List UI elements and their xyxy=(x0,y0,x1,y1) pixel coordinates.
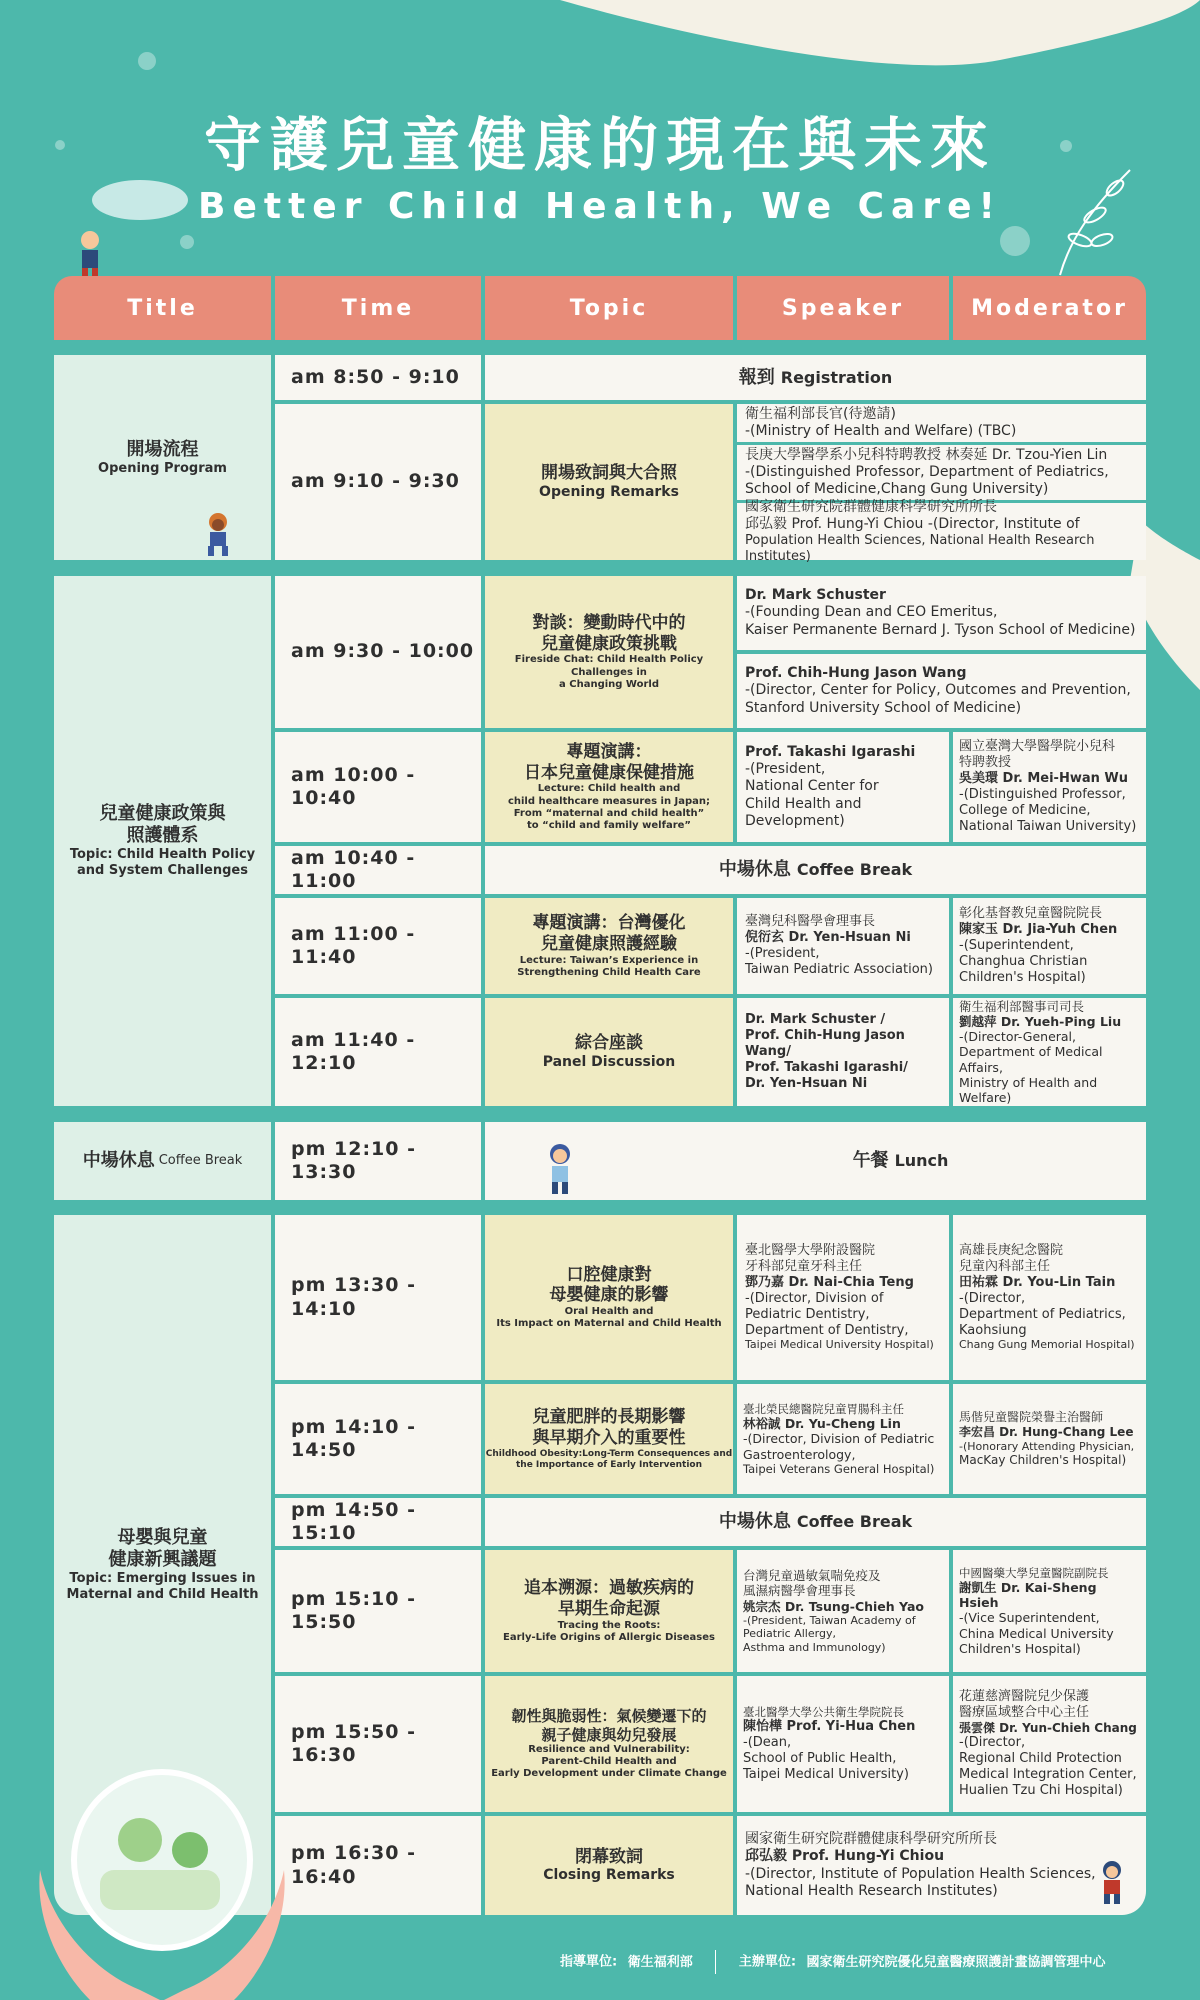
topic-cell xyxy=(485,404,733,560)
section-break xyxy=(54,1122,271,1200)
speaker-line: Pediatric Allergy, xyxy=(743,1627,836,1641)
section-title-en: Topic: Emerging Issues in Maternal and Child Health xyxy=(66,1571,259,1602)
speaker-line: Kaiser Permanente Bernard J. Tyson School of Medicine) xyxy=(745,621,1136,638)
speaker-line: Gastroenterology, xyxy=(743,1446,856,1462)
speaker-line: Dr. Yen-Hsuan Ni xyxy=(745,1075,868,1091)
moderator-line: Regional Child Protection xyxy=(959,1751,1122,1767)
speaker-cell xyxy=(737,654,1146,728)
moderator-line: Chang Gung Memorial Hospital) xyxy=(959,1338,1135,1352)
topic-zh: 午餐 xyxy=(852,1150,889,1172)
topic-en: Coffee Break xyxy=(796,860,913,880)
section-title-zh: 兒童健康政策與 照護體系 xyxy=(99,803,226,847)
page-subtitle: Better Child Health, We Care! xyxy=(198,186,1002,227)
moderator-line: 兒童內科部主任 xyxy=(959,1259,1051,1275)
moderator-line: 高雄長庚紀念醫院 xyxy=(959,1243,1064,1259)
speaker-line: School of Medicine,Chang Gung University) xyxy=(745,481,1049,498)
speaker-line: -(Director, Center for Policy, Outcomes and Prevention, xyxy=(745,682,1131,699)
topic-cell xyxy=(485,1384,733,1494)
column-header-time: Time xyxy=(275,276,481,340)
time-cell: am 9:30 - 10:00 xyxy=(275,576,481,728)
time-cell: am 10:00 - 10:40 xyxy=(275,732,481,842)
column-header-speaker: Speaker xyxy=(737,276,949,340)
time-cell: pm 15:50 - 16:30 xyxy=(275,1676,481,1812)
column-header-title: Title xyxy=(54,276,271,340)
section-title-zh: 中場休息 xyxy=(82,1150,155,1172)
speaker-line: 風濕病醫學會理事長 xyxy=(743,1583,856,1599)
moderator-line: Changhua Christian xyxy=(959,953,1088,969)
speaker-line: 長庚大學醫學系小兒科特聘教授 林奏延 Dr. Tzou-Yien Lin xyxy=(745,446,1108,463)
topic-zh: 兒童肥胖的長期影響 與早期介入的重要性 xyxy=(532,1407,686,1449)
topic-zh: 追本溯源：過敏疾病的 早期生命起源 xyxy=(524,1578,694,1619)
speaker-line: Child Health and xyxy=(745,795,862,812)
moderator-line: -(Distinguished Professor, xyxy=(959,787,1126,802)
moderator-line: -(Vice Superintendent, xyxy=(959,1610,1100,1626)
speaker-line: Asthma and Immunology) xyxy=(743,1640,886,1654)
speaker-line: Taipei Veterans General Hospital) xyxy=(743,1461,935,1476)
child-icon xyxy=(1092,1858,1132,1908)
hands-globe-illustration xyxy=(30,1740,300,2000)
speaker-line: -(Director, Division of Pediatric xyxy=(743,1431,935,1447)
moderator-line: 國立臺灣大學醫學院小兒科 xyxy=(959,739,1116,755)
speaker-name: Prof. Takashi Igarashi xyxy=(745,744,916,761)
coffee-break-cell xyxy=(485,846,1146,894)
moderator-name: 劉越萍 Dr. Yueh-Ping Liu xyxy=(959,1013,1122,1029)
moderator-name: 吳美環 Dr. Mei-Hwan Wu xyxy=(959,771,1128,787)
topic-cell xyxy=(485,1676,733,1812)
speaker-name: 陳怡樺 Prof. Yi-Hua Chen xyxy=(743,1719,916,1735)
time-cell: pm 14:50 - 15:10 xyxy=(275,1498,481,1546)
moderator-line: National Taiwan University) xyxy=(959,818,1137,834)
speaker-name: 林裕誠 Dr. Yu-Cheng Lin xyxy=(743,1416,901,1432)
moderator-cell xyxy=(953,1384,1146,1494)
footer-host-label: 主辦單位: xyxy=(738,1954,797,1970)
topic-cell xyxy=(485,1215,733,1380)
moderator-line: Department of Medical Affairs, xyxy=(959,1044,1103,1075)
time-cell: pm 13:30 - 14:10 xyxy=(275,1215,481,1380)
topic-zh: 對談：變動時代中的 兒童健康政策挑戰 xyxy=(532,612,686,654)
time-cell: am 9:10 - 9:30 xyxy=(275,404,481,560)
topic-cell xyxy=(485,898,733,994)
speaker-line: Prof. Takashi Igarashi/ xyxy=(745,1059,908,1075)
moderator-name: 張雲傑 Dr. Yun-Chieh Chang xyxy=(959,1720,1137,1735)
section-opening xyxy=(54,355,271,560)
time-cell: am 11:40 - 12:10 xyxy=(275,998,481,1106)
footer-host-org: 國家衛生研究院優化兒童醫療照護計畫協調管理中心 xyxy=(806,1954,1106,1970)
footer-divider xyxy=(715,1950,716,1974)
topic-en: Closing Remarks xyxy=(543,1867,675,1884)
speaker-line: School of Public Health, xyxy=(743,1751,897,1766)
speaker-cell xyxy=(737,898,949,994)
moderator-line: 衛生福利部醫事司司長 xyxy=(959,998,1085,1014)
topic-zh: 韌性與脆弱性：氣候變遷下的 親子健康與幼兒發展 xyxy=(511,1707,707,1744)
topic-en: Fireside Chat: Child Health Policy Challenges in a Changing World xyxy=(514,654,704,690)
speaker-cell xyxy=(737,1550,949,1672)
time-cell: am 11:00 - 11:40 xyxy=(275,898,481,994)
topic-zh: 開場致詞與大合照 xyxy=(541,463,677,484)
topic-zh: 報到 xyxy=(738,366,775,388)
moderator-line: Kaohsiung xyxy=(959,1322,1027,1338)
speaker-line: Development) xyxy=(745,812,845,829)
speaker-line: -(Ministry of Health and Welfare) (TBC) xyxy=(745,423,1017,439)
moderator-name: 陳家玉 Dr. Jia-Yuh Chen xyxy=(959,922,1118,938)
speaker-line: 臺北榮民總醫院兒童胃腸科主任 xyxy=(743,1402,904,1417)
topic-cell xyxy=(485,1816,733,1915)
speaker-cell xyxy=(737,1384,949,1494)
moderator-cell xyxy=(953,1550,1146,1672)
speaker-name: 姚宗杰 Dr. Tsung-Chieh Yao xyxy=(743,1598,924,1614)
coffee-break-cell xyxy=(485,1498,1146,1546)
page-title: 守護兒童健康的現在與未來 xyxy=(203,111,996,179)
speaker-line: Taipei Medical University Hospital) xyxy=(745,1338,934,1352)
column-header-topic: Topic xyxy=(485,276,733,340)
topic-en: Tracing the Roots: Early-Life Origins of Allergic Diseases xyxy=(503,1619,715,1643)
speaker-line: -(Director, Division of xyxy=(745,1290,884,1306)
speaker-line: National Center for xyxy=(745,778,879,795)
moderator-line: -(Director-General, xyxy=(959,1029,1077,1045)
topic-zh: 口腔健康對 母嬰健康的影響 xyxy=(549,1264,669,1306)
speaker-line: 國家衛生研究院群體健康科學研究所所長 xyxy=(745,1831,997,1848)
time-cell: pm 16:30 - 16:40 xyxy=(275,1816,481,1915)
speaker-cell xyxy=(737,1215,949,1380)
speaker-cell xyxy=(737,498,1146,564)
moderator-cell xyxy=(953,1676,1146,1812)
speaker-line: National Health Research Institutes) xyxy=(745,1882,998,1899)
time-cell: am 10:40 - 11:00 xyxy=(275,846,481,894)
time-cell: pm 12:10 - 13:30 xyxy=(275,1122,481,1200)
section-title-zh: 開場流程 xyxy=(126,438,199,460)
speaker-line: Dr. Mark Schuster / xyxy=(745,1012,886,1028)
speaker-name: 鄧乃嘉 Dr. Nai-Chia Teng xyxy=(745,1274,914,1290)
speaker-cell xyxy=(737,1816,1146,1915)
moderator-name: 李宏昌 Dr. Hung-Chang Lee xyxy=(959,1424,1134,1439)
moderator-line: 醫療區域整合中心主任 xyxy=(959,1704,1090,1720)
moderator-line: China Medical University xyxy=(959,1625,1114,1641)
speaker-line: 臺北醫學大學公共衛生學院院長 xyxy=(743,1705,904,1720)
speaker-line: -(Founding Dean and CEO Emeritus, xyxy=(745,604,998,621)
moderator-line: Ministry of Health and Welfare) xyxy=(959,1074,1098,1106)
speaker-line: -(Director, Institute of Population Health Sciences, xyxy=(745,1865,1096,1882)
section-title-en: Topic: Child Health Policy and System Challenges xyxy=(69,847,256,878)
speaker-line: Prof. Chih-Hung Jason Wang/ xyxy=(745,1028,905,1060)
moderator-line: Department of Pediatrics, xyxy=(959,1306,1126,1322)
moderator-line: -(Superintendent, xyxy=(959,938,1074,954)
speaker-name: Prof. Chih-Hung Jason Wang xyxy=(745,665,967,682)
moderator-line: -(Director, xyxy=(959,1290,1026,1306)
footer-guide-org: 衛生福利部 xyxy=(627,1954,693,1970)
speaker-line: 牙科部兒童牙科主任 xyxy=(745,1259,863,1275)
moderator-cell xyxy=(953,898,1146,994)
topic-zh: 綜合座談 xyxy=(575,1033,643,1054)
moderator-name: 謝凱生 Dr. Kai-Sheng Hsieh xyxy=(959,1579,1097,1611)
speaker-cell xyxy=(737,404,1146,442)
speaker-line: Stanford University School of Medicine) xyxy=(745,699,1022,716)
speaker-line: Pediatric Dentistry, xyxy=(745,1306,870,1322)
topic-cell xyxy=(485,732,733,842)
moderator-cell xyxy=(953,998,1146,1106)
speaker-line: Population Health Sciences, National Health Research Institutes) xyxy=(745,532,1095,564)
speaker-line: 台灣兒童過敏氣喘免疫及 xyxy=(743,1568,881,1584)
topic-zh: 專題演講： 日本兒童健康保健措施 xyxy=(524,741,694,783)
time-cell: pm 15:10 - 15:50 xyxy=(275,1550,481,1672)
speaker-cell xyxy=(737,1676,949,1812)
moderator-line: Medical Integration Center, xyxy=(959,1767,1137,1783)
moderator-line: Hualien Tzu Chi Hospital) xyxy=(959,1783,1123,1799)
speaker-name: Dr. Mark Schuster xyxy=(745,587,886,604)
moderator-line: 特聘教授 xyxy=(959,755,1012,771)
moderator-cell xyxy=(953,732,1146,842)
footer xyxy=(560,1950,1160,1974)
topic-cell xyxy=(485,1550,733,1672)
speaker-line: Taiwan Pediatric Association) xyxy=(745,961,933,977)
speaker-line: Department of Dentistry, xyxy=(745,1322,909,1338)
moderator-line: 彰化基督教兒童醫院院長 xyxy=(959,906,1103,922)
topic-cell xyxy=(485,998,733,1106)
topic-en: Registration xyxy=(780,367,893,387)
moderator-name: 田祐霖 Dr. You-Lin Tain xyxy=(959,1274,1116,1290)
time-cell: pm 14:10 - 14:50 xyxy=(275,1384,481,1494)
topic-en: Lecture: Taiwan’s Experience in Strengthening Child Health Care xyxy=(517,954,701,978)
moderator-line: 馬偕兒童醫院榮譽主治醫師 xyxy=(959,1410,1104,1425)
speaker-name: 倪衍玄 Dr. Yen-Hsuan Ni xyxy=(745,930,911,946)
topic-en: Lunch xyxy=(894,1151,949,1171)
moderator-line: 中國醫藥大學兒童醫院副院長 xyxy=(959,1565,1109,1580)
topic-en: Resilience and Vulnerability: Parent-Child Health and Early Development under Climate Change xyxy=(491,1744,727,1780)
lunch-cell xyxy=(485,1122,1146,1200)
moderator-cell xyxy=(953,1215,1146,1380)
moderator-line: -(Director, xyxy=(959,1735,1026,1751)
section-title-en: Coffee Break xyxy=(158,1153,243,1169)
topic-en: Oral Health and Its Impact on Maternal and Child Health xyxy=(496,1306,722,1330)
speaker-line: -(President, Taiwan Academy of xyxy=(743,1613,916,1627)
speaker-line: 臺北醫學大學附設醫院 xyxy=(745,1243,876,1259)
registration-cell xyxy=(485,355,1146,400)
moderator-line: 花蓮慈濟醫院兒少保護 xyxy=(959,1689,1090,1705)
speaker-cell xyxy=(737,445,1146,500)
speaker-line: 臺灣兒科醫學會理事長 xyxy=(745,914,876,930)
child-icon xyxy=(198,510,238,560)
speaker-line: -(President, xyxy=(745,946,820,961)
moderator-line: MacKay Children's Hospital) xyxy=(959,1453,1127,1468)
moderator-line: College of Medicine, xyxy=(959,802,1091,818)
time-cell: am 8:50 - 9:10 xyxy=(275,355,481,400)
topic-en: Panel Discussion xyxy=(542,1053,676,1070)
moderator-line: -(Honorary Attending Physician, xyxy=(959,1439,1135,1453)
speaker-name: 邱弘毅 Prof. Hung-Yi Chiou xyxy=(745,1848,945,1865)
topic-en: Opening Remarks xyxy=(539,483,679,500)
section-title-zh: 母嬰與兒童 健康新興議題 xyxy=(108,1527,217,1571)
topic-zh: 專題演講：台灣優化 兒童健康照護經驗 xyxy=(532,913,686,954)
child-figure-icon xyxy=(540,1142,580,1198)
speaker-line: -(President, xyxy=(745,761,826,778)
speaker-line: 國家衛生研究院群體健康科學研究所所長 xyxy=(745,498,997,515)
speaker-line: 邱弘毅 Prof. Hung-Yi Chiou -(Director, Institute of xyxy=(745,515,1080,532)
topic-cell xyxy=(485,576,733,728)
topic-en: Childhood Obesity:Long-Term Consequences and the Importance of Early Intervention xyxy=(485,1448,733,1470)
speaker-line: 衛生福利部長官(待邀請) xyxy=(745,405,896,422)
column-header-moderator: Moderator xyxy=(953,276,1146,340)
moderator-line: Children's Hospital) xyxy=(959,1640,1081,1656)
footer-guide-label: 指導單位: xyxy=(560,1954,618,1970)
topic-zh: 中場休息 xyxy=(718,1511,791,1533)
speaker-line: Taipei Medical University) xyxy=(743,1766,909,1782)
speaker-cell xyxy=(737,998,949,1106)
speaker-line: -(Dean, xyxy=(743,1735,792,1751)
section-policy xyxy=(54,576,271,1106)
moderator-line: Children's Hospital) xyxy=(959,969,1086,985)
topic-zh: 閉幕致詞 xyxy=(575,1846,643,1867)
speaker-cell xyxy=(737,732,949,842)
topic-zh: 中場休息 xyxy=(718,859,791,881)
section-title-en: Opening Program xyxy=(98,460,227,476)
topic-en: Coffee Break xyxy=(796,1512,913,1532)
topic-en: Lecture: Child health and child healthcare measures in Japan; From “maternal and child health” to “child and family welfare” xyxy=(507,783,711,831)
speaker-line: -(Distinguished Professor, Department of Pediatrics, xyxy=(745,463,1109,480)
speaker-cell xyxy=(737,576,1146,650)
